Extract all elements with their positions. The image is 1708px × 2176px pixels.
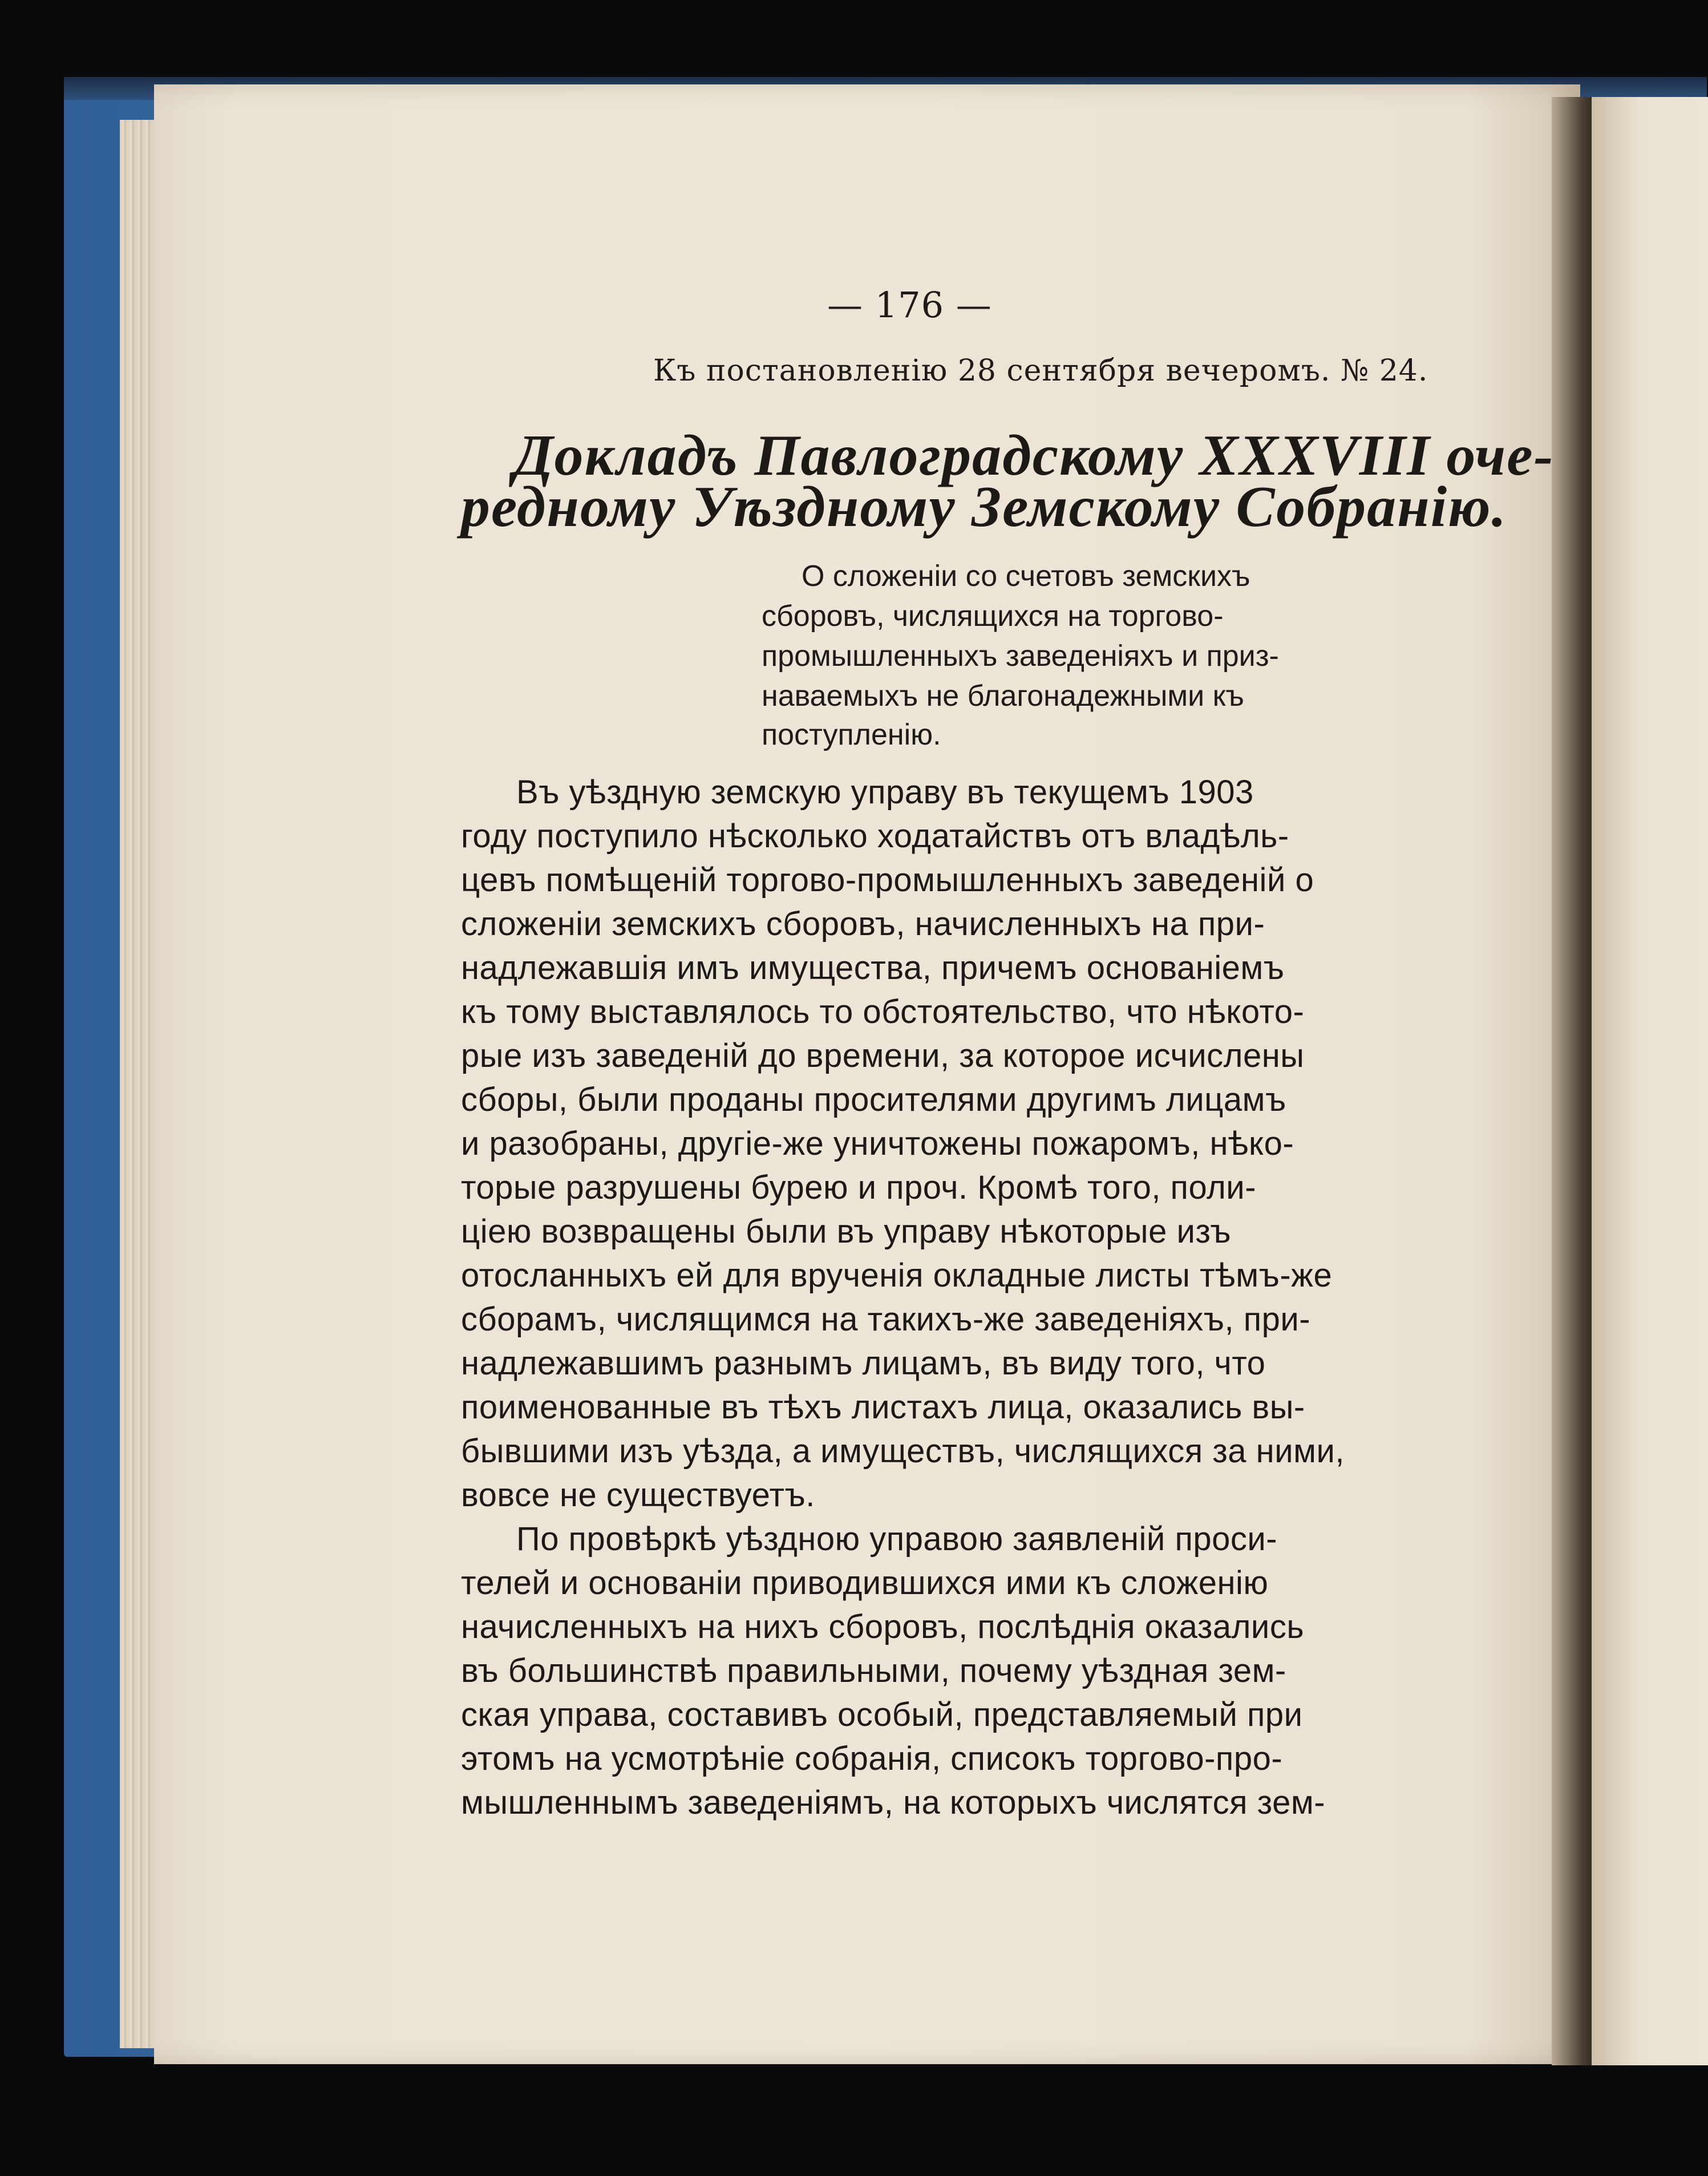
body-line: сборы, были проданы просителями другимъ лицамъ [461, 1081, 1286, 1118]
body-line: сборамъ, числящимся на такихъ-же заведеніяхъ, при- [461, 1301, 1311, 1338]
body-line: вовсе не существуетъ. [461, 1477, 815, 1514]
body-line: торые разрушены бурею и проч. Кромѣ того, поли- [461, 1169, 1257, 1206]
body-line: рые изъ заведеній до времени, за которое исчислены [461, 1037, 1305, 1074]
body-line: въ большинствѣ правильными, почему уѣздная зем- [461, 1652, 1286, 1689]
page-number: — 176 — [827, 284, 992, 326]
body-line: поименованные въ тѣхъ листахъ лица, оказались вы- [461, 1389, 1305, 1426]
body-line: къ тому выставлялось то обстоятельство, что нѣкото- [461, 993, 1305, 1030]
summary-line: сборовъ, числящихся на торгово- [762, 600, 1224, 633]
facing-page [1592, 97, 1708, 2065]
body-line: и разобраны, другіе-же уничтожены пожаромъ, нѣко- [461, 1125, 1294, 1162]
body-line: мышленнымъ заведеніямъ, на которыхъ числятся зем- [461, 1784, 1326, 1821]
body-line: этомъ на усмотрѣніе собранія, списокъ торгово-про- [461, 1740, 1283, 1777]
summary-line: промышленныхъ заведеніяхъ и приз- [762, 640, 1279, 673]
body-line: бывшими изъ уѣзда, а имуществъ, числящихся за ними, [461, 1433, 1345, 1470]
body-line: ціею возвращены были въ управу нѣкоторые изъ [461, 1213, 1231, 1250]
report-title-line: Докладъ Павлоградскому XXXVIII оче- [513, 423, 1555, 488]
report-title-line: редному Уѣздному Земскому Собранію. [461, 475, 1508, 539]
body-line: Въ уѣздную земскую управу въ текущемъ 1903 [516, 774, 1254, 811]
body-line: сложеніи земскихъ сборовъ, начисленныхъ на при- [461, 905, 1265, 943]
summary-line: поступленію. [762, 718, 941, 751]
body-line: начисленныхъ на нихъ сборовъ, послѣднія оказались [461, 1608, 1305, 1645]
body-line: году поступило нѣсколько ходатайствъ отъ владѣль- [461, 818, 1289, 855]
body-line: цевъ помѣщеній торгово-промышленныхъ заведеній о [461, 861, 1314, 899]
summary-line: наваемыхъ не благонадежными къ [762, 680, 1244, 713]
body-line: По провѣркѣ уѣздною управою заявленій проси- [516, 1520, 1278, 1558]
body-line: ская управа, составивъ особый, представляемый при [461, 1696, 1303, 1733]
body-line: надлежавшимъ разнымъ лицамъ, въ виду того, что [461, 1345, 1266, 1382]
body-line: надлежавшія имъ имущества, причемъ основаніемъ [461, 949, 1285, 986]
resolution-reference: Къ постановленію 28 сентября вечеромъ. № 24. [653, 354, 1428, 388]
summary-line: О сложеніи со счетовъ земскихъ [802, 560, 1250, 593]
body-line: телей и основаніи приводившихся ими къ сложенію [461, 1564, 1269, 1601]
body-line: отосланныхъ ей для врученія окладные листы тѣмъ-же [461, 1257, 1333, 1294]
